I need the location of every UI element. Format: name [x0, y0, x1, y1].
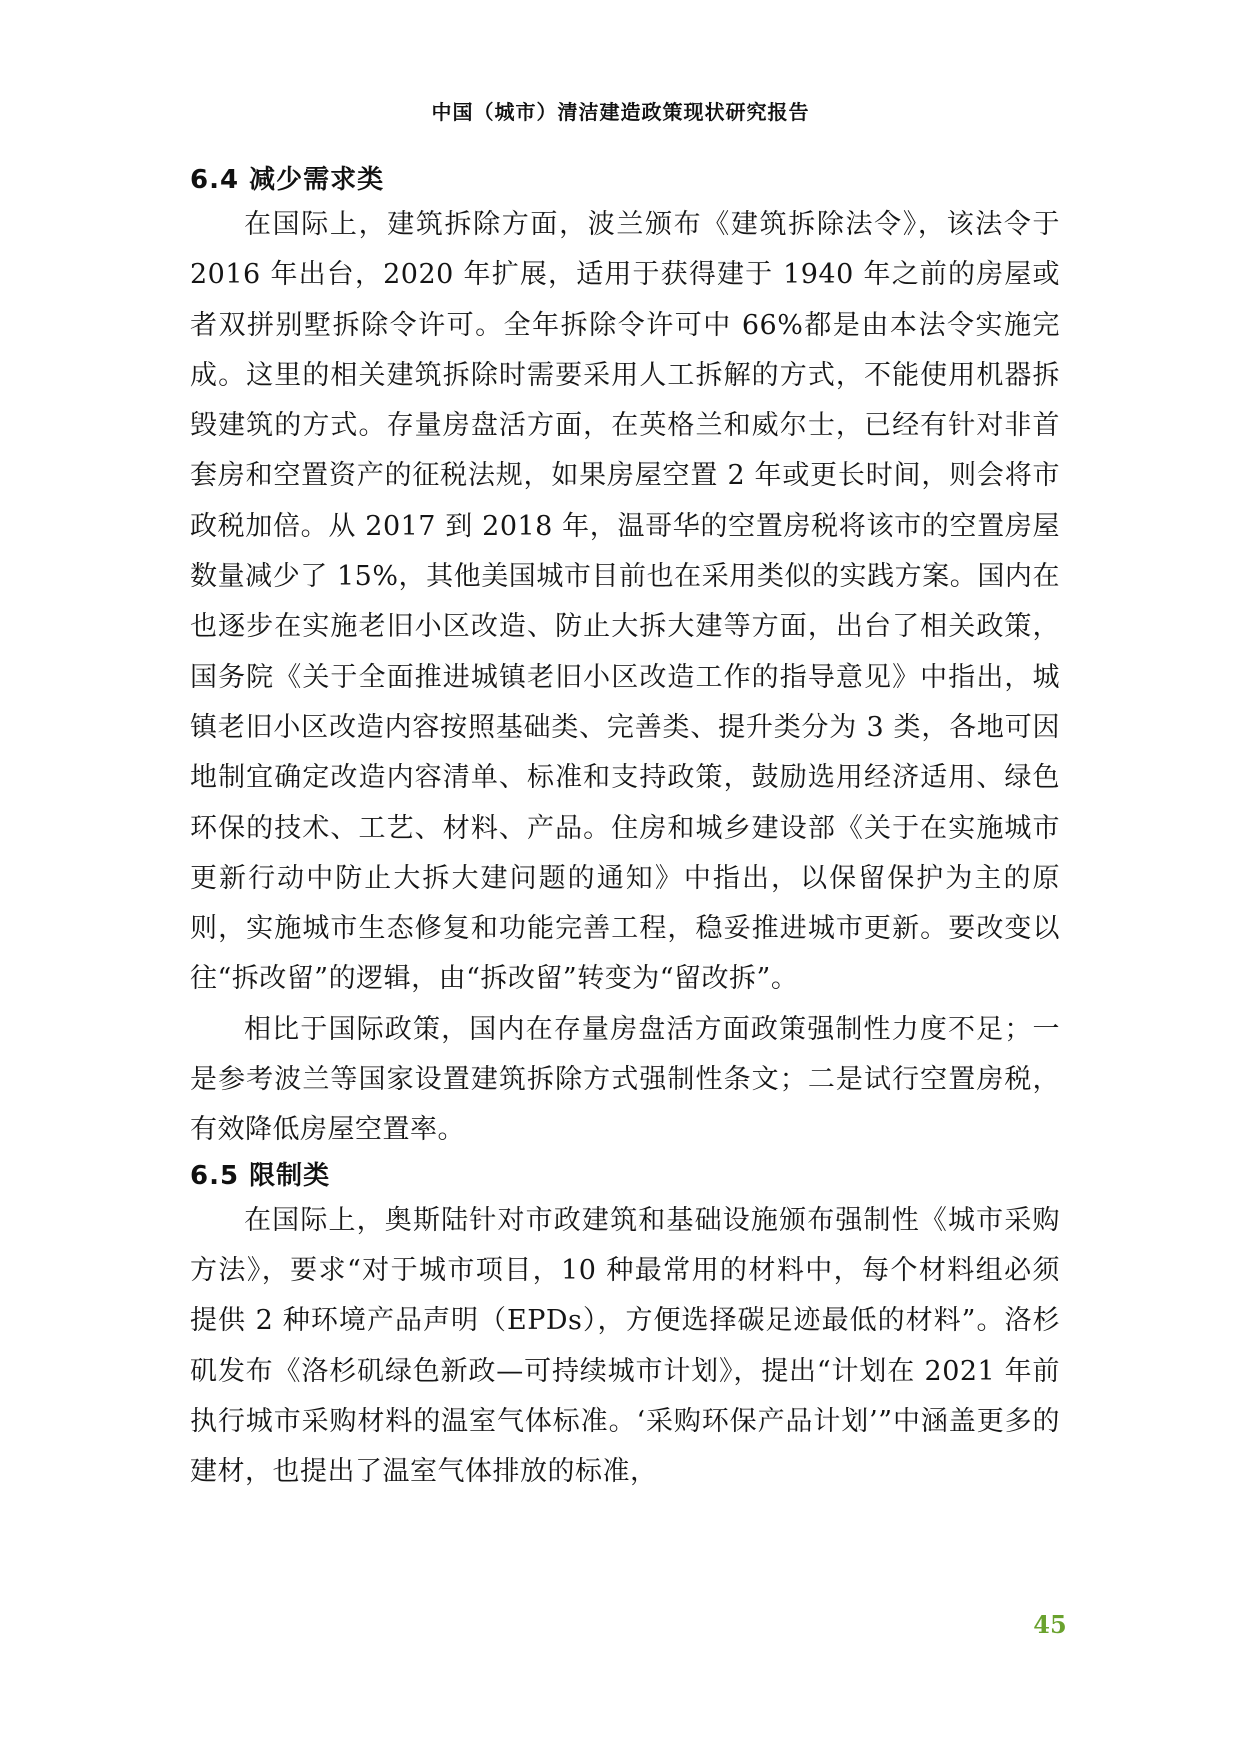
- paragraph: 在国际上，奥斯陆针对市政建筑和基础设施颁布强制性《城市采购方法》，要求“对于城市项目，10 种最常用的材料中，每个材料组必须提供 2 种环境产品声明（EPDs），方便选择碳足迹最低的材料”。洛杉矶发布《洛杉矶绿色新政—可持续城市计划》，提出“计划在 2021 年前执行城市采购材料的温室气体标准。‘采购环保产品计划’”中涵盖更多的建材，也提出了温室气体排放的标准，: [190, 1204, 1060, 1488]
- section-heading-6-4: 6.4 减少需求类: [190, 165, 385, 195]
- page-content: [190, 160, 1060, 1497]
- paragraph: 在国际上，建筑拆除方面，波兰颁布《建筑拆除法令》，该法令于 2016 年出台，2020 年扩展，适用于获得建于 1940 年之前的房屋或者双拼别墅拆除令许可。全年拆除令许可中 66%都是由本法令实施完成。这里的相关建筑拆除时需要采用人工拆解的方式，不能使用机器拆毁建筑的方式。存量房盘活方面，在英格兰和威尔士，已经有针对非首套房和空置资产的征税法规，如果房屋空置 2 年或更长时间，则会将市政税加倍。从 2017 到 2018 年，温哥华的空置房税将该市的空置房屋数量减少了 15%，其他美国城市目前也在采用类似的实践方案。国内在也逐步在实施老旧小区改造、防止大拆大建等方面，出台了相关政策，国务院《关于全面推进城镇老旧小区改造工作的指导意见》中指出，城镇老旧小区改造内容按照基础类、完善类、提升类分为 3 类，各地可因地制宜确定改造内容清单、标准和支持政策，鼓励选用经济适用、绿色环保的技术、工艺、材料、产品。住房和城乡建设部《关于在实施城市更新行动中防止大拆大建问题的通知》中指出，以保留保护为主的原则，实施城市生态修复和功能完善工程，稳妥推进城市更新。要改变以往“拆改留”的逻辑，由“拆改留”转变为“留改拆”。: [190, 209, 1060, 995]
- section-heading-6-5: 6.5 限制类: [190, 1160, 331, 1191]
- page-number: 45: [1033, 1610, 1067, 1639]
- running-header: 中国（城市）清洁建造政策现状研究报告: [431, 100, 810, 124]
- paragraph: 相比于国际政策，国内在存量房盘活方面政策强制性力度不足；一是参考波兰等国家设置建筑拆除方式强制性条文；二是试行空置房税，有效降低房屋空置率。: [190, 1013, 1060, 1146]
